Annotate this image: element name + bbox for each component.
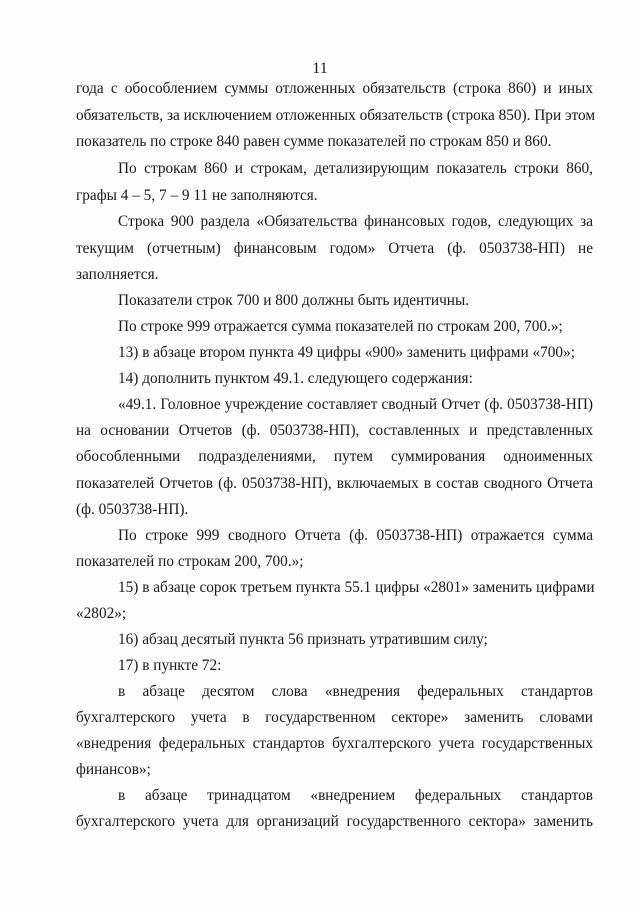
text-line: «2802»;: [76, 605, 127, 622]
text-line: обязательств, за исключением отложенных обязательств (строка 850). При этом: [76, 107, 596, 124]
text-line: графы 4 – 5, 7 – 9 11 не заполняются.: [76, 187, 318, 204]
text-line: показателей Отчетов (ф. 0503738-НП), включаемых в состав сводного Отчета: [76, 475, 593, 492]
text-line: обособленными подразделениями, путем суммирования одноименных: [76, 448, 593, 465]
text-line: показатель по строке 840 равен сумме показателей по строкам 850 и 860.: [76, 133, 552, 150]
text-line: 17) в пункте 72:: [118, 657, 222, 674]
text-line: 15) в абзаце сорок третьем пункта 55.1 цифры «2801» заменить цифрами: [118, 579, 595, 596]
text-line: (ф. 0503738-НП).: [76, 501, 189, 518]
text-line: «внедрения федеральных стандартов бухгалтерского учета государственных: [76, 735, 593, 752]
text-line: Строка 900 раздела «Обязательства финансовых годов, следующих за: [118, 213, 593, 230]
text-line: «49.1. Головное учреждение составляет сводный Отчет (ф. 0503738-НП): [118, 396, 593, 413]
page-number: 11: [312, 60, 328, 77]
text-line: на основании Отчетов (ф. 0503738-НП), составленных и представленных: [76, 422, 593, 439]
text-line: бухгалтерского учета для организаций государственного сектора» заменить: [76, 813, 593, 830]
text-line: По строке 999 сводного Отчета (ф. 0503738-НП) отражается сумма: [118, 527, 593, 544]
text-line: бухгалтерского учета в государственном секторе» заменить словами: [76, 709, 593, 726]
text-line: 13) в абзаце втором пункта 49 цифры «900» заменить цифрами «700»;: [118, 344, 575, 361]
text-line: 16) абзац десятый пункта 56 признать утратившим силу;: [118, 631, 488, 648]
text-line: 14) дополнить пунктом 49.1. следующего содержания:: [118, 370, 473, 387]
text-line: финансов»;: [76, 761, 151, 778]
text-line: текущим (отчетным) финансовым годом» Отчета (ф. 0503738-НП) не: [76, 240, 593, 257]
text-line: в абзаце тринадцатом «внедрением федеральных стандартов: [118, 787, 593, 804]
text-line: По строке 999 отражается сумма показателей по строкам 200, 700.»;: [118, 318, 563, 335]
text-line: заполняется.: [76, 266, 159, 283]
text-line: показателей по строкам 200, 700.»;: [76, 553, 304, 570]
text-line: По строкам 860 и строкам, детализирующим показатель строки 860,: [118, 160, 593, 177]
text-line: в абзаце десятом слова «внедрения федеральных стандартов: [118, 683, 593, 700]
text-line: Показатели строк 700 и 800 должны быть идентичны.: [118, 292, 470, 309]
text-line: года с обособлением суммы отложенных обязательств (строка 860) и иных: [76, 80, 593, 97]
